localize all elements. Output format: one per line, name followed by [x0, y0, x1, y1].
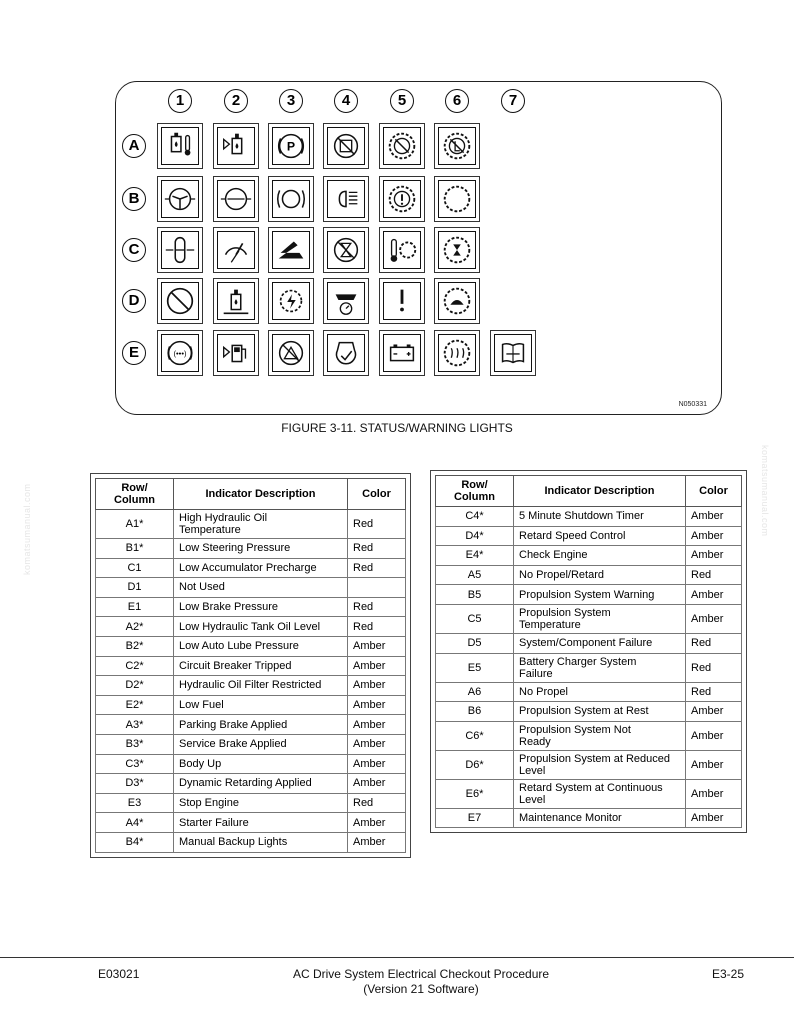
header-color: Color: [686, 476, 742, 507]
row-column-cell: E5: [436, 653, 514, 682]
row-column-cell: B5: [436, 585, 514, 605]
table-header-row: [96, 479, 406, 510]
color-cell: [348, 578, 406, 598]
column-number-5: 5: [390, 89, 414, 113]
footer-rule: [0, 957, 794, 958]
color-cell: Red: [686, 682, 742, 702]
maintenance-monitor-icon: [494, 334, 532, 372]
indicator-description-cell: Propulsion System Warning: [514, 585, 686, 605]
table-row: [96, 813, 406, 833]
table-row: [96, 695, 406, 715]
auto-lube-pressure-icon: [217, 180, 255, 218]
row-column-cell: C6*: [436, 721, 514, 750]
indicator-description-cell: Low Auto Lube Pressure: [174, 636, 348, 656]
indicator-description-cell: No Propel: [514, 682, 686, 702]
color-cell: Amber: [686, 808, 742, 828]
indicator-table-right-box: [430, 470, 747, 833]
color-cell: Amber: [348, 695, 406, 715]
table-row: [436, 546, 742, 566]
body-up-icon: [272, 231, 310, 269]
column-number-4: 4: [334, 89, 358, 113]
row-label-a: A: [122, 134, 146, 158]
lamp-b2: [213, 176, 259, 222]
indicator-description-cell: Low Steering Pressure: [174, 539, 348, 559]
lamp-a2: [213, 123, 259, 169]
column-number-1: 1: [168, 89, 192, 113]
column-number-2: 2: [224, 89, 248, 113]
backup-lights-icon: [327, 180, 365, 218]
steering-pressure-icon: [161, 180, 199, 218]
lamp-d5: [379, 278, 425, 324]
color-cell: Amber: [686, 779, 742, 808]
table-row: [96, 754, 406, 774]
indicator-description-cell: Propulsion System Not Ready: [514, 721, 686, 750]
watermark-left: komatsumanual.com: [22, 483, 32, 575]
lamp-e2: [213, 330, 259, 376]
table-row: [96, 539, 406, 559]
lamp-b4: [323, 176, 369, 222]
table-row: [96, 558, 406, 578]
table-row: [96, 510, 406, 539]
lamp-b3: [268, 176, 314, 222]
color-cell: Red: [348, 539, 406, 559]
color-cell: Red: [348, 793, 406, 813]
header-indicator-description: Indicator Description: [514, 476, 686, 507]
row-column-cell: D1: [96, 578, 174, 598]
indicator-description-cell: High Hydraulic Oil Temperature: [174, 510, 348, 539]
lamp-d1: [157, 278, 203, 324]
watermark-right: komatsumanual.com: [760, 445, 770, 537]
lamp-e7: [490, 330, 536, 376]
indicator-description-cell: Not Used: [174, 578, 348, 598]
table-row: [96, 617, 406, 637]
indicator-description-cell: Low Brake Pressure: [174, 597, 348, 617]
color-cell: Amber: [686, 507, 742, 527]
indicator-description-cell: System/Component Failure: [514, 633, 686, 653]
table-row: [436, 507, 742, 527]
low-fuel-icon: [217, 334, 255, 372]
row-column-cell: D4*: [436, 526, 514, 546]
footer-title: [0, 967, 794, 997]
lamp-b6: [434, 176, 480, 222]
status-warning-lights-figure: [115, 81, 722, 415]
indicator-description-cell: Hydraulic Oil Filter Restricted: [174, 676, 348, 696]
color-cell: Red: [348, 617, 406, 637]
table-row: [436, 750, 742, 779]
propulsion-temperature-icon: [383, 231, 421, 269]
indicator-description-cell: Dynamic Retarding Applied: [174, 774, 348, 794]
row-column-cell: A3*: [96, 715, 174, 735]
row-column-cell: E4*: [436, 546, 514, 566]
lamp-b5: [379, 176, 425, 222]
row-column-cell: B3*: [96, 734, 174, 754]
figure-caption: FIGURE 3-11. STATUS/WARNING LIGHTS: [281, 421, 513, 435]
table-row: [436, 779, 742, 808]
indicator-description-cell: 5 Minute Shutdown Timer: [514, 507, 686, 527]
figure-code: N050331: [678, 401, 707, 408]
color-cell: Amber: [686, 721, 742, 750]
indicator-description-cell: Propulsion System at Reduced Level: [514, 750, 686, 779]
lamp-b1: [157, 176, 203, 222]
svg-text:P: P: [286, 139, 296, 154]
indicator-description-cell: Body Up: [174, 754, 348, 774]
header-row-column: Row/ Column: [96, 479, 174, 510]
table-row: [96, 774, 406, 794]
lamp-c5: [379, 227, 425, 273]
dynamic-retarding-icon: [272, 282, 310, 320]
color-cell: Red: [686, 653, 742, 682]
lamp-d6: [434, 278, 480, 324]
table-row: [96, 832, 406, 852]
header-row-column: Row/ Column: [436, 476, 514, 507]
table-row: [436, 633, 742, 653]
circuit-breaker-icon: [217, 231, 255, 269]
indicator-description-cell: Check Engine: [514, 546, 686, 566]
shutdown-timer-icon: [327, 231, 365, 269]
row-column-cell: B1*: [96, 539, 174, 559]
lamp-c3: [268, 227, 314, 273]
brake-pressure-icon: [161, 334, 199, 372]
table-row: [436, 808, 742, 828]
row-label-e: E: [122, 341, 146, 365]
hydraulic-oil-temperature-icon: [161, 127, 199, 165]
hydraulic-filter-icon: [217, 282, 255, 320]
color-cell: Red: [348, 597, 406, 617]
table-row: [96, 656, 406, 676]
component-failure-icon: [383, 282, 421, 320]
row-column-cell: C1: [96, 558, 174, 578]
row-column-cell: E3: [96, 793, 174, 813]
footer-page-number: E3-25: [712, 967, 745, 981]
row-column-cell: D6*: [436, 750, 514, 779]
indicator-description-cell: Low Hydraulic Tank Oil Level: [174, 617, 348, 637]
color-cell: Amber: [348, 754, 406, 774]
row-column-cell: A6: [436, 682, 514, 702]
row-column-cell: C2*: [96, 656, 174, 676]
row-column-cell: C5: [436, 604, 514, 633]
lamp-d4: [323, 278, 369, 324]
parking-brake-icon: [272, 127, 310, 165]
footer-doc-id: E03021: [98, 967, 140, 981]
table-row: [96, 793, 406, 813]
color-cell: Amber: [348, 715, 406, 735]
column-number-7: 7: [501, 89, 525, 113]
footer-title-line2: (Version 21 Software): [363, 982, 479, 996]
table-row: [96, 734, 406, 754]
table-row: [436, 526, 742, 546]
indicator-description-cell: Parking Brake Applied: [174, 715, 348, 735]
color-cell: Amber: [686, 585, 742, 605]
lamp-a1: [157, 123, 203, 169]
row-label-d: D: [122, 289, 146, 313]
lamp-a6: [434, 123, 480, 169]
lamp-e5: [379, 330, 425, 376]
color-cell: Amber: [686, 526, 742, 546]
lamp-c1: [157, 227, 203, 273]
color-cell: Amber: [348, 656, 406, 676]
indicator-description-cell: Propulsion System Temperature: [514, 604, 686, 633]
check-engine-icon: [327, 334, 365, 372]
row-column-cell: A5: [436, 565, 514, 585]
row-column-cell: D3*: [96, 774, 174, 794]
color-cell: Amber: [348, 774, 406, 794]
table-row: [96, 715, 406, 735]
table-row: [436, 721, 742, 750]
color-cell: Amber: [348, 832, 406, 852]
row-column-cell: A1*: [96, 510, 174, 539]
color-cell: Red: [686, 565, 742, 585]
table-row: [96, 636, 406, 656]
table-row: [436, 682, 742, 702]
row-column-cell: C4*: [436, 507, 514, 527]
retard-continuous-icon: [438, 334, 476, 372]
indicator-description-cell: Low Accumulator Precharge: [174, 558, 348, 578]
indicator-description-cell: No Propel/Retard: [514, 565, 686, 585]
color-cell: Amber: [348, 813, 406, 833]
color-cell: Red: [348, 510, 406, 539]
table-row: [96, 676, 406, 696]
row-column-cell: E1: [96, 597, 174, 617]
indicator-description-cell: Retard Speed Control: [514, 526, 686, 546]
table-header-row: [436, 476, 742, 507]
lamp-d3: [268, 278, 314, 324]
row-column-cell: D5: [436, 633, 514, 653]
indicator-table-right: [435, 475, 742, 828]
row-column-cell: B4*: [96, 832, 174, 852]
lamp-d2: [213, 278, 259, 324]
propulsion-not-ready-icon: [438, 231, 476, 269]
column-number-6: 6: [445, 89, 469, 113]
lamp-a4: [323, 123, 369, 169]
propulsion-warning-icon: [383, 180, 421, 218]
indicator-description-cell: Stop Engine: [174, 793, 348, 813]
stop-engine-icon: [272, 334, 310, 372]
not-used-icon: [161, 282, 199, 320]
row-label-c: C: [122, 238, 146, 262]
hydraulic-tank-oil-level-icon: [217, 127, 255, 165]
no-propel-retard-icon: [383, 127, 421, 165]
row-column-cell: A4*: [96, 813, 174, 833]
retard-speed-control-icon: [327, 282, 365, 320]
color-cell: Amber: [348, 676, 406, 696]
propulsion-rest-icon: [438, 180, 476, 218]
column-number-3: 3: [279, 89, 303, 113]
lamp-e3: [268, 330, 314, 376]
indicator-description-cell: Starter Failure: [174, 813, 348, 833]
table-row: [96, 578, 406, 598]
footer-title-line1: AC Drive System Electrical Checkout Procedure: [292, 967, 550, 981]
indicator-table-left: [95, 478, 406, 853]
battery-charger-icon: [383, 334, 421, 372]
lamp-e1: [157, 330, 203, 376]
lamp-c2: [213, 227, 259, 273]
row-column-cell: E7: [436, 808, 514, 828]
table-row: [436, 653, 742, 682]
header-indicator-description: Indicator Description: [174, 479, 348, 510]
color-cell: Red: [686, 633, 742, 653]
lamp-c6: [434, 227, 480, 273]
indicator-description-cell: Service Brake Applied: [174, 734, 348, 754]
indicator-description-cell: Low Fuel: [174, 695, 348, 715]
row-column-cell: C3*: [96, 754, 174, 774]
indicator-description-cell: Battery Charger System Failure: [514, 653, 686, 682]
indicator-description-cell: Manual Backup Lights: [174, 832, 348, 852]
color-cell: Red: [348, 558, 406, 578]
row-column-cell: D2*: [96, 676, 174, 696]
color-cell: Amber: [686, 604, 742, 633]
lamp-e4: [323, 330, 369, 376]
row-column-cell: B2*: [96, 636, 174, 656]
indicator-description-cell: Circuit Breaker Tripped: [174, 656, 348, 676]
row-column-cell: A2*: [96, 617, 174, 637]
table-row: [96, 597, 406, 617]
indicator-description-cell: Maintenance Monitor: [514, 808, 686, 828]
indicator-description-cell: Propulsion System at Rest: [514, 702, 686, 722]
accumulator-precharge-icon: [161, 231, 199, 269]
no-propel-icon: [438, 127, 476, 165]
color-cell: Amber: [686, 750, 742, 779]
service-brake-icon: [272, 180, 310, 218]
table-row: [436, 585, 742, 605]
reduced-level-icon: [438, 282, 476, 320]
starter-failure-icon: [327, 127, 365, 165]
indicator-description-cell: Retard System at Continuous Level: [514, 779, 686, 808]
lamp-a3: [268, 123, 314, 169]
table-row: [436, 702, 742, 722]
color-cell: Amber: [686, 546, 742, 566]
row-column-cell: E2*: [96, 695, 174, 715]
row-column-cell: B6: [436, 702, 514, 722]
table-row: [436, 565, 742, 585]
svg-text:(•••): (•••): [173, 348, 187, 358]
color-cell: Amber: [348, 636, 406, 656]
table-row: [436, 604, 742, 633]
lamp-c4: [323, 227, 369, 273]
indicator-table-left-box: [90, 473, 411, 858]
row-label-b: B: [122, 187, 146, 211]
color-cell: Amber: [348, 734, 406, 754]
row-column-cell: E6*: [436, 779, 514, 808]
color-cell: Amber: [686, 702, 742, 722]
lamp-e6: [434, 330, 480, 376]
lamp-a5: [379, 123, 425, 169]
header-color: Color: [348, 479, 406, 510]
